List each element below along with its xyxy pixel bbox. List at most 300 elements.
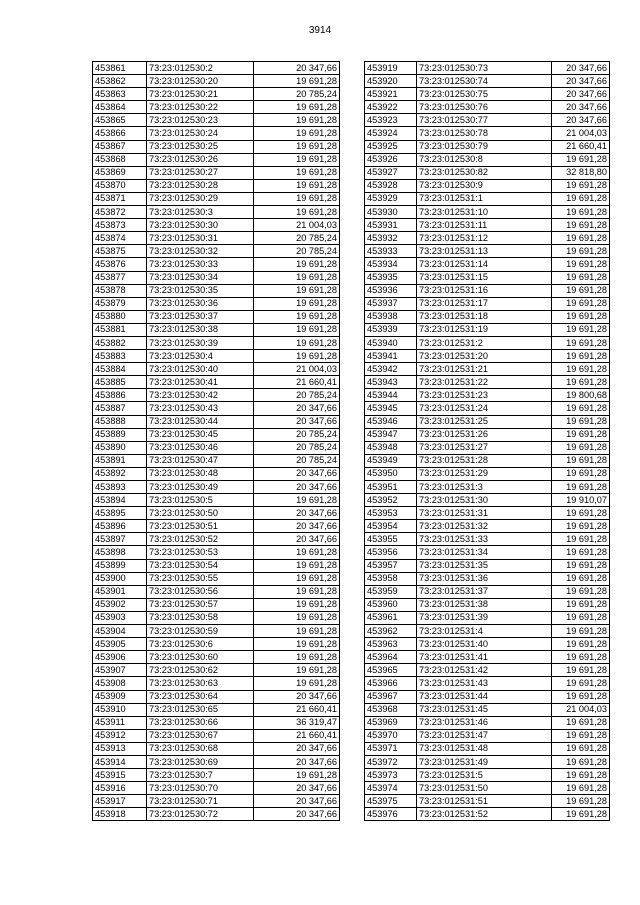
row-number-cell: 453882 bbox=[93, 336, 147, 349]
cadastral-number-cell: 73:23:012530:27 bbox=[147, 166, 254, 179]
value-cell: 19 691,28 bbox=[254, 101, 340, 114]
table-row bbox=[365, 703, 610, 716]
table-row bbox=[365, 101, 610, 114]
value-cell: 19 691,28 bbox=[254, 166, 340, 179]
cadastral-number-cell: 73:23:012531:34 bbox=[417, 546, 552, 559]
cadastral-number-cell: 73:23:012530:65 bbox=[147, 703, 254, 716]
cadastral-number-cell: 73:23:012530:40 bbox=[147, 363, 254, 376]
row-number-cell: 453948 bbox=[365, 441, 417, 454]
cadastral-number-cell: 73:23:012531:4 bbox=[417, 625, 552, 638]
table-row bbox=[365, 428, 610, 441]
value-cell: 36 319,47 bbox=[254, 716, 340, 729]
value-cell: 20 347,66 bbox=[552, 101, 610, 114]
table-row bbox=[93, 808, 340, 821]
row-number-cell: 453947 bbox=[365, 428, 417, 441]
cadastral-number-cell: 73:23:012530:77 bbox=[417, 114, 552, 127]
row-number-cell: 453958 bbox=[365, 572, 417, 585]
cadastral-number-cell: 73:23:012531:5 bbox=[417, 769, 552, 782]
cadastral-number-cell: 73:23:012531:36 bbox=[417, 572, 552, 585]
value-cell: 19 691,28 bbox=[552, 585, 610, 598]
cadastral-number-cell: 73:23:012530:53 bbox=[147, 546, 254, 559]
table-row bbox=[365, 664, 610, 677]
cadastral-number-cell: 73:23:012530:32 bbox=[147, 245, 254, 258]
cadastral-number-cell: 73:23:012531:19 bbox=[417, 323, 552, 336]
value-cell: 20 785,24 bbox=[254, 441, 340, 454]
table-row bbox=[365, 336, 610, 349]
row-number-cell: 453872 bbox=[93, 206, 147, 219]
table-row bbox=[93, 376, 340, 389]
value-cell: 19 691,28 bbox=[552, 638, 610, 651]
value-cell: 19 691,28 bbox=[254, 350, 340, 363]
value-cell: 21 004,03 bbox=[552, 703, 610, 716]
value-cell: 19 691,28 bbox=[254, 127, 340, 140]
table-row bbox=[93, 638, 340, 651]
value-cell: 19 691,28 bbox=[254, 638, 340, 651]
value-cell: 19 691,28 bbox=[552, 481, 610, 494]
row-number-cell: 453945 bbox=[365, 402, 417, 415]
cadastral-number-cell: 73:23:012530:67 bbox=[147, 729, 254, 742]
value-cell: 19 691,28 bbox=[552, 350, 610, 363]
value-cell: 19 691,28 bbox=[254, 611, 340, 624]
table-row bbox=[365, 441, 610, 454]
value-cell: 21 004,03 bbox=[254, 363, 340, 376]
cadastral-number-cell: 73:23:012531:22 bbox=[417, 376, 552, 389]
row-number-cell: 453936 bbox=[365, 284, 417, 297]
cadastral-number-cell: 73:23:012530:35 bbox=[147, 284, 254, 297]
cadastral-number-cell: 73:23:012531:17 bbox=[417, 297, 552, 310]
row-number-cell: 453943 bbox=[365, 376, 417, 389]
value-cell: 19 691,28 bbox=[254, 310, 340, 323]
row-number-cell: 453951 bbox=[365, 481, 417, 494]
table-row bbox=[365, 166, 610, 179]
cadastral-number-cell: 73:23:012531:11 bbox=[417, 219, 552, 232]
value-cell: 19 691,28 bbox=[552, 533, 610, 546]
row-number-cell: 453942 bbox=[365, 363, 417, 376]
table-row bbox=[93, 716, 340, 729]
value-cell: 19 691,28 bbox=[552, 677, 610, 690]
row-number-cell: 453955 bbox=[365, 533, 417, 546]
value-cell: 19 691,28 bbox=[254, 297, 340, 310]
value-cell: 20 347,66 bbox=[254, 402, 340, 415]
row-number-cell: 453944 bbox=[365, 389, 417, 402]
table-row bbox=[365, 192, 610, 205]
value-cell: 21 660,41 bbox=[254, 729, 340, 742]
value-cell: 20 347,66 bbox=[254, 795, 340, 808]
table-row bbox=[365, 625, 610, 638]
table-row bbox=[365, 808, 610, 821]
row-number-cell: 453941 bbox=[365, 350, 417, 363]
value-cell: 21 660,41 bbox=[254, 376, 340, 389]
row-number-cell: 453869 bbox=[93, 166, 147, 179]
row-number-cell: 453916 bbox=[93, 782, 147, 795]
value-cell: 19 691,28 bbox=[552, 795, 610, 808]
table-row bbox=[365, 716, 610, 729]
cadastral-number-cell: 73:23:012530:8 bbox=[417, 153, 552, 166]
value-cell: 20 347,66 bbox=[254, 742, 340, 755]
cadastral-number-cell: 73:23:012530:23 bbox=[147, 114, 254, 127]
table-row bbox=[365, 88, 610, 101]
table-row bbox=[365, 389, 610, 402]
cadastral-number-cell: 73:23:012531:3 bbox=[417, 481, 552, 494]
cadastral-number-cell: 73:23:012530:75 bbox=[417, 88, 552, 101]
table-row bbox=[365, 297, 610, 310]
row-number-cell: 453953 bbox=[365, 507, 417, 520]
value-cell: 19 691,28 bbox=[552, 323, 610, 336]
table-row bbox=[93, 742, 340, 755]
table-row bbox=[365, 323, 610, 336]
row-number-cell: 453883 bbox=[93, 350, 147, 363]
cadastral-number-cell: 73:23:012530:47 bbox=[147, 454, 254, 467]
value-cell: 19 691,28 bbox=[552, 376, 610, 389]
row-number-cell: 453970 bbox=[365, 729, 417, 742]
table-row bbox=[93, 310, 340, 323]
cadastral-number-cell: 73:23:012531:44 bbox=[417, 690, 552, 703]
table-row bbox=[365, 611, 610, 624]
value-cell: 20 347,66 bbox=[552, 88, 610, 101]
table-row bbox=[93, 245, 340, 258]
value-cell: 19 691,28 bbox=[552, 729, 610, 742]
table-row bbox=[93, 232, 340, 245]
table-row bbox=[93, 88, 340, 101]
row-number-cell: 453929 bbox=[365, 192, 417, 205]
row-number-cell: 453918 bbox=[93, 808, 147, 821]
cadastral-number-cell: 73:23:012530:56 bbox=[147, 585, 254, 598]
table-row bbox=[93, 467, 340, 480]
value-cell: 20 347,66 bbox=[254, 520, 340, 533]
cadastral-number-cell: 73:23:012531:43 bbox=[417, 677, 552, 690]
value-cell: 19 691,28 bbox=[552, 232, 610, 245]
table-row bbox=[365, 415, 610, 428]
row-number-cell: 453884 bbox=[93, 363, 147, 376]
table-row bbox=[365, 153, 610, 166]
cadastral-number-cell: 73:23:012530:55 bbox=[147, 572, 254, 585]
table-row bbox=[365, 454, 610, 467]
row-number-cell: 453965 bbox=[365, 664, 417, 677]
value-cell: 19 691,28 bbox=[254, 206, 340, 219]
row-number-cell: 453961 bbox=[365, 611, 417, 624]
table-row bbox=[365, 75, 610, 88]
cadastral-number-cell: 73:23:012530:24 bbox=[147, 127, 254, 140]
table-row bbox=[365, 572, 610, 585]
table-row bbox=[93, 546, 340, 559]
cadastral-number-cell: 73:23:012531:29 bbox=[417, 467, 552, 480]
row-number-cell: 453925 bbox=[365, 140, 417, 153]
table-row bbox=[365, 533, 610, 546]
table-row bbox=[365, 179, 610, 192]
row-number-cell: 453957 bbox=[365, 559, 417, 572]
row-number-cell: 453886 bbox=[93, 389, 147, 402]
row-number-cell: 453868 bbox=[93, 153, 147, 166]
table-row bbox=[93, 192, 340, 205]
table-row bbox=[365, 258, 610, 271]
value-cell: 20 347,66 bbox=[552, 75, 610, 88]
row-number-cell: 453952 bbox=[365, 494, 417, 507]
value-cell: 19 691,28 bbox=[552, 755, 610, 768]
row-number-cell: 453901 bbox=[93, 585, 147, 598]
table-row bbox=[93, 755, 340, 768]
value-cell: 19 691,28 bbox=[552, 808, 610, 821]
table-row bbox=[365, 363, 610, 376]
value-cell: 20 347,66 bbox=[254, 62, 340, 75]
row-number-cell: 453893 bbox=[93, 481, 147, 494]
value-cell: 19 691,28 bbox=[254, 284, 340, 297]
value-cell: 21 004,03 bbox=[552, 127, 610, 140]
table-row bbox=[93, 585, 340, 598]
cadastral-number-cell: 73:23:012531:14 bbox=[417, 258, 552, 271]
cadastral-number-cell: 73:23:012530:7 bbox=[147, 769, 254, 782]
row-number-cell: 453887 bbox=[93, 402, 147, 415]
cadastral-number-cell: 73:23:012531:41 bbox=[417, 651, 552, 664]
value-cell: 19 691,28 bbox=[254, 572, 340, 585]
cadastral-number-cell: 73:23:012531:21 bbox=[417, 363, 552, 376]
row-number-cell: 453889 bbox=[93, 428, 147, 441]
cadastral-number-cell: 73:23:012531:30 bbox=[417, 494, 552, 507]
row-number-cell: 453966 bbox=[365, 677, 417, 690]
value-cell: 19 691,28 bbox=[552, 363, 610, 376]
table-row bbox=[93, 206, 340, 219]
row-number-cell: 453968 bbox=[365, 703, 417, 716]
table-row bbox=[93, 559, 340, 572]
row-number-cell: 453937 bbox=[365, 297, 417, 310]
row-number-cell: 453934 bbox=[365, 258, 417, 271]
table-row bbox=[365, 310, 610, 323]
table-row bbox=[93, 533, 340, 546]
cadastral-number-cell: 73:23:012531:12 bbox=[417, 232, 552, 245]
value-cell: 19 691,28 bbox=[552, 179, 610, 192]
value-cell: 19 691,28 bbox=[552, 782, 610, 795]
value-cell: 19 691,28 bbox=[552, 716, 610, 729]
table-row bbox=[93, 297, 340, 310]
cadastral-number-cell: 73:23:012531:20 bbox=[417, 350, 552, 363]
table-row bbox=[93, 415, 340, 428]
row-number-cell: 453881 bbox=[93, 323, 147, 336]
row-number-cell: 453974 bbox=[365, 782, 417, 795]
cadastral-number-cell: 73:23:012531:48 bbox=[417, 742, 552, 755]
row-number-cell: 453891 bbox=[93, 454, 147, 467]
table-row bbox=[365, 729, 610, 742]
cadastral-number-cell: 73:23:012530:78 bbox=[417, 127, 552, 140]
value-cell: 21 660,41 bbox=[552, 140, 610, 153]
cadastral-number-cell: 73:23:012530:66 bbox=[147, 716, 254, 729]
cadastral-number-cell: 73:23:012530:51 bbox=[147, 520, 254, 533]
table-row bbox=[365, 507, 610, 520]
value-cell: 20 347,66 bbox=[254, 481, 340, 494]
value-cell: 19 691,28 bbox=[552, 651, 610, 664]
row-number-cell: 453875 bbox=[93, 245, 147, 258]
value-cell: 19 691,28 bbox=[552, 428, 610, 441]
value-cell: 19 691,28 bbox=[254, 598, 340, 611]
value-cell: 20 785,24 bbox=[254, 389, 340, 402]
row-number-cell: 453894 bbox=[93, 494, 147, 507]
cadastral-number-cell: 73:23:012530:42 bbox=[147, 389, 254, 402]
cadastral-number-cell: 73:23:012531:40 bbox=[417, 638, 552, 651]
value-cell: 19 691,28 bbox=[552, 258, 610, 271]
table-row bbox=[365, 520, 610, 533]
table-row bbox=[365, 559, 610, 572]
row-number-cell: 453902 bbox=[93, 598, 147, 611]
value-cell: 19 691,28 bbox=[552, 611, 610, 624]
table-row bbox=[93, 703, 340, 716]
table-row bbox=[93, 219, 340, 232]
table-row bbox=[365, 245, 610, 258]
value-cell: 19 691,28 bbox=[552, 742, 610, 755]
value-cell: 19 691,28 bbox=[552, 219, 610, 232]
value-cell: 19 691,28 bbox=[552, 572, 610, 585]
cadastral-number-cell: 73:23:012530:82 bbox=[417, 166, 552, 179]
row-number-cell: 453969 bbox=[365, 716, 417, 729]
cadastral-number-cell: 73:23:012530:63 bbox=[147, 677, 254, 690]
cadastral-number-cell: 73:23:012530:54 bbox=[147, 559, 254, 572]
table-row bbox=[365, 467, 610, 480]
cadastral-number-cell: 73:23:012531:15 bbox=[417, 271, 552, 284]
row-number-cell: 453874 bbox=[93, 232, 147, 245]
cadastral-number-cell: 73:23:012530:30 bbox=[147, 219, 254, 232]
cadastral-number-cell: 73:23:012530:5 bbox=[147, 494, 254, 507]
cadastral-number-cell: 73:23:012531:23 bbox=[417, 389, 552, 402]
row-number-cell: 453921 bbox=[365, 88, 417, 101]
row-number-cell: 453873 bbox=[93, 219, 147, 232]
cadastral-number-cell: 73:23:012530:49 bbox=[147, 481, 254, 494]
row-number-cell: 453871 bbox=[93, 192, 147, 205]
cadastral-number-cell: 73:23:012530:79 bbox=[417, 140, 552, 153]
value-cell: 19 691,28 bbox=[552, 625, 610, 638]
cadastral-number-cell: 73:23:012531:24 bbox=[417, 402, 552, 415]
row-number-cell: 453888 bbox=[93, 415, 147, 428]
cadastral-number-cell: 73:23:012531:38 bbox=[417, 598, 552, 611]
table-row bbox=[365, 127, 610, 140]
row-number-cell: 453917 bbox=[93, 795, 147, 808]
value-cell: 19 691,28 bbox=[254, 651, 340, 664]
table-row bbox=[365, 651, 610, 664]
table-row bbox=[93, 402, 340, 415]
table-row bbox=[93, 572, 340, 585]
table-row bbox=[365, 494, 610, 507]
value-cell: 19 691,28 bbox=[552, 559, 610, 572]
row-number-cell: 453915 bbox=[93, 769, 147, 782]
cadastral-number-cell: 73:23:012530:31 bbox=[147, 232, 254, 245]
value-cell: 21 660,41 bbox=[254, 703, 340, 716]
cadastral-number-cell: 73:23:012530:25 bbox=[147, 140, 254, 153]
cadastral-number-cell: 73:23:012530:76 bbox=[417, 101, 552, 114]
row-number-cell: 453899 bbox=[93, 559, 147, 572]
cadastral-number-cell: 73:23:012530:62 bbox=[147, 664, 254, 677]
row-number-cell: 453919 bbox=[365, 62, 417, 75]
cadastral-number-cell: 73:23:012530:71 bbox=[147, 795, 254, 808]
table-row bbox=[365, 690, 610, 703]
table-row bbox=[93, 729, 340, 742]
cadastral-number-cell: 73:23:012530:74 bbox=[417, 75, 552, 88]
cadastral-number-cell: 73:23:012531:2 bbox=[417, 336, 552, 349]
row-number-cell: 453863 bbox=[93, 88, 147, 101]
row-number-cell: 453890 bbox=[93, 441, 147, 454]
cadastral-number-cell: 73:23:012531:50 bbox=[417, 782, 552, 795]
cadastral-number-cell: 73:23:012530:69 bbox=[147, 755, 254, 768]
table-row bbox=[93, 350, 340, 363]
table-row bbox=[93, 782, 340, 795]
value-cell: 19 691,28 bbox=[552, 336, 610, 349]
value-cell: 20 785,24 bbox=[254, 454, 340, 467]
table-row bbox=[93, 769, 340, 782]
value-cell: 19 691,28 bbox=[552, 297, 610, 310]
row-number-cell: 453975 bbox=[365, 795, 417, 808]
table-row bbox=[93, 454, 340, 467]
table-row bbox=[365, 782, 610, 795]
table-row bbox=[365, 284, 610, 297]
row-number-cell: 453928 bbox=[365, 179, 417, 192]
value-cell: 19 691,28 bbox=[254, 625, 340, 638]
value-cell: 19 691,28 bbox=[552, 415, 610, 428]
cadastral-number-cell: 73:23:012530:4 bbox=[147, 350, 254, 363]
cadastral-number-cell: 73:23:012530:28 bbox=[147, 179, 254, 192]
cadastral-number-cell: 73:23:012530:21 bbox=[147, 88, 254, 101]
value-cell: 20 347,66 bbox=[254, 690, 340, 703]
table-row bbox=[93, 428, 340, 441]
table-row bbox=[93, 677, 340, 690]
table-row bbox=[93, 284, 340, 297]
table-row bbox=[365, 769, 610, 782]
table-row bbox=[93, 611, 340, 624]
cadastral-number-cell: 73:23:012530:57 bbox=[147, 598, 254, 611]
cadastral-number-cell: 73:23:012530:39 bbox=[147, 336, 254, 349]
cadastral-number-cell: 73:23:012531:37 bbox=[417, 585, 552, 598]
table-row bbox=[93, 507, 340, 520]
value-cell: 19 910,07 bbox=[552, 494, 610, 507]
table-row bbox=[93, 127, 340, 140]
row-number-cell: 453960 bbox=[365, 598, 417, 611]
cadastral-table-right bbox=[364, 61, 610, 821]
table-row bbox=[365, 742, 610, 755]
value-cell: 20 785,24 bbox=[254, 245, 340, 258]
value-cell: 19 691,28 bbox=[552, 441, 610, 454]
cadastral-table-left bbox=[92, 61, 340, 821]
value-cell: 19 691,28 bbox=[552, 467, 610, 480]
value-cell: 20 347,66 bbox=[254, 533, 340, 546]
cadastral-number-cell: 73:23:012531:31 bbox=[417, 507, 552, 520]
cadastral-number-cell: 73:23:012530:72 bbox=[147, 808, 254, 821]
value-cell: 19 691,28 bbox=[254, 323, 340, 336]
cadastral-number-cell: 73:23:012530:70 bbox=[147, 782, 254, 795]
value-cell: 19 691,28 bbox=[254, 114, 340, 127]
value-cell: 20 347,66 bbox=[254, 782, 340, 795]
value-cell: 19 691,28 bbox=[254, 494, 340, 507]
table-row bbox=[365, 585, 610, 598]
row-number-cell: 453922 bbox=[365, 101, 417, 114]
cadastral-number-cell: 73:23:012531:1 bbox=[417, 192, 552, 205]
cadastral-number-cell: 73:23:012530:44 bbox=[147, 415, 254, 428]
row-number-cell: 453867 bbox=[93, 140, 147, 153]
row-number-cell: 453938 bbox=[365, 310, 417, 323]
value-cell: 20 347,66 bbox=[254, 755, 340, 768]
row-number-cell: 453904 bbox=[93, 625, 147, 638]
cadastral-number-cell: 73:23:012530:64 bbox=[147, 690, 254, 703]
value-cell: 19 691,28 bbox=[552, 690, 610, 703]
value-cell: 19 691,28 bbox=[254, 271, 340, 284]
table-row bbox=[365, 376, 610, 389]
table-row bbox=[365, 271, 610, 284]
row-number-cell: 453900 bbox=[93, 572, 147, 585]
table-row bbox=[93, 690, 340, 703]
cadastral-number-cell: 73:23:012530:45 bbox=[147, 428, 254, 441]
row-number-cell: 453973 bbox=[365, 769, 417, 782]
value-cell: 20 347,66 bbox=[552, 114, 610, 127]
row-number-cell: 453861 bbox=[93, 62, 147, 75]
cadastral-number-cell: 73:23:012530:22 bbox=[147, 101, 254, 114]
cadastral-number-cell: 73:23:012530:48 bbox=[147, 467, 254, 480]
value-cell: 19 691,28 bbox=[254, 546, 340, 559]
value-cell: 19 691,28 bbox=[552, 507, 610, 520]
table-row bbox=[365, 677, 610, 690]
table-row bbox=[93, 153, 340, 166]
